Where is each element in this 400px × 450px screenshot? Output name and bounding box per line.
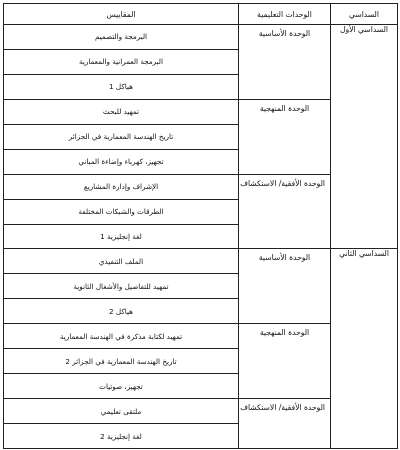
- unit-cell: الوحدة الأساسية: [239, 25, 331, 100]
- semester-cell: السداسي الثاني: [331, 249, 398, 449]
- unit-cell: الوحدة المنهجية: [239, 324, 331, 399]
- unit-cell: الوحدة الأساسية: [239, 249, 331, 324]
- table-row: [4, 249, 398, 274]
- subject-cell: الملف التنفيذي: [4, 249, 239, 274]
- subject-cell: تجهيز، كهرباء وإضاءة المباني: [4, 149, 239, 174]
- curriculum-table: [3, 3, 398, 449]
- subject-cell: تاريخ الهندسة المعمارية في الجزائر 2: [4, 349, 239, 374]
- table-row: [4, 25, 398, 50]
- subject-cell: الإشراف وإدارة المشاريع: [4, 174, 239, 199]
- subject-cell: البرمجة والتصميم: [4, 25, 239, 50]
- header-row: [4, 4, 398, 25]
- unit-cell: الوحدة المنهجية: [239, 99, 331, 174]
- subject-cell: لغة إنجليزية 2: [4, 424, 239, 449]
- unit-cell: الوحدة الأفقية/ الاستكشاف: [239, 399, 331, 449]
- subject-cell: هياكل 2: [4, 299, 239, 324]
- subject-cell: هياكل 1: [4, 74, 239, 99]
- subject-cell: تمهيد لكتابة مذكرة في الهندسة المعمارية: [4, 324, 239, 349]
- subject-cell: الطرقات والشبكات المختلفة: [4, 199, 239, 224]
- table-body: [4, 25, 398, 449]
- subject-cell: تمهيد للبحث: [4, 99, 239, 124]
- header-subjects: المقاييس: [4, 4, 239, 25]
- header-semester: السداسي: [331, 4, 398, 25]
- subject-cell: تمهيد للتفاصيل والأشغال الثانوية: [4, 274, 239, 299]
- semester-cell: السداسي الأول: [331, 25, 398, 249]
- unit-cell: الوحدة الأفقية/ الاستكشاف: [239, 174, 331, 249]
- header-unit: الوحدات التعليمية: [239, 4, 331, 25]
- subject-cell: البرمجة العمرانية والمعمارية: [4, 49, 239, 74]
- subject-cell: لغة إنجليزية 1: [4, 224, 239, 249]
- subject-cell: تجهيز، صوتيات: [4, 374, 239, 399]
- subject-cell: ملتقى تعليمي: [4, 399, 239, 424]
- subject-cell: تاريخ الهندسة المعمارية في الجزائر: [4, 124, 239, 149]
